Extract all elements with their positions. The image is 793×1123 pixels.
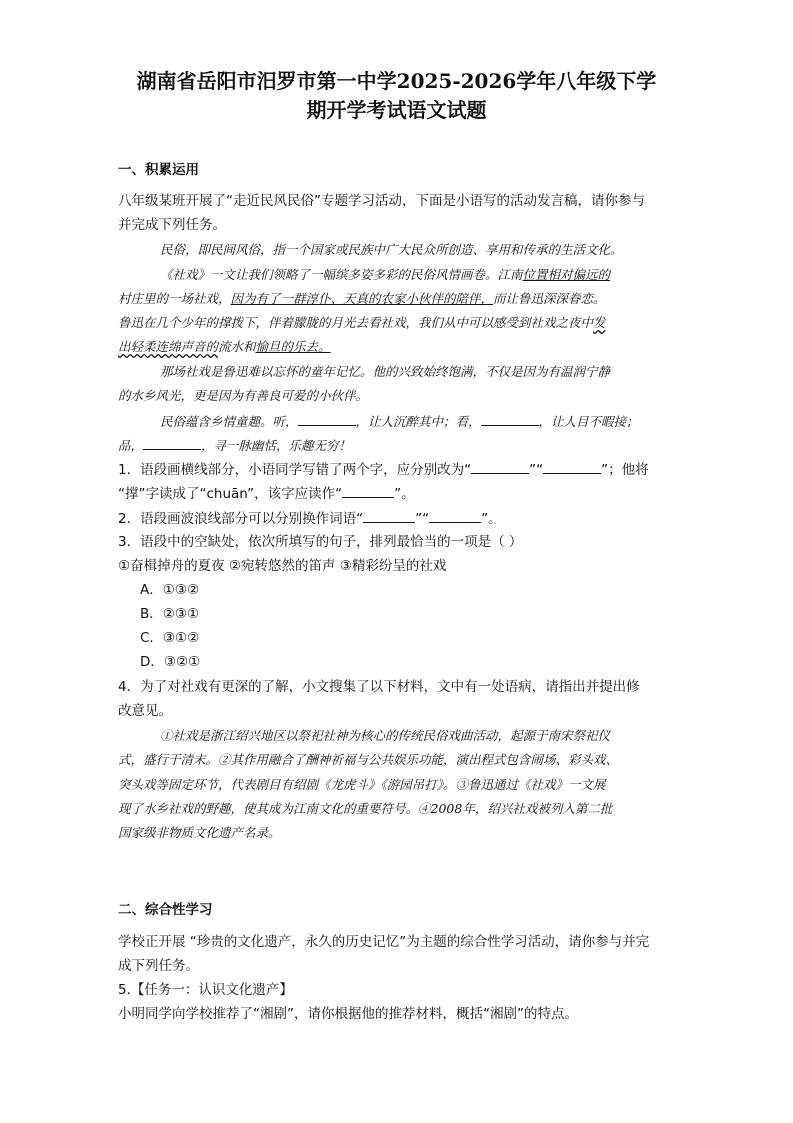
answer-blank[interactable] [342,483,394,498]
passage-text: ，让人沉醉其中；看， [355,414,481,429]
answer-blank[interactable] [363,508,415,523]
passage-line-1: 民俗，即民间风俗，指一个国家或民族中广大民众所创造、享用和传承的生活文化。 [160,242,623,257]
passage-line-9 [118,435,351,456]
question-text: ”；他将 [601,462,649,478]
question-4-line-2: 改意见。 [118,703,172,719]
passage-line-8 [160,411,639,432]
task-heading: 5.【任务一：认识文化遗产】 [118,982,293,998]
material-line-3: 突头戏等固定环节，代表剧目有绍剧《龙虎斗》《游园吊打》。③鲁迅通过《社戏》一文展 [118,777,606,792]
option-c[interactable]: C．③①② [140,630,200,646]
passage-text: 村庄里的一场社戏， [118,291,231,306]
material-line-4: 现了水乡社戏的野趣，使其成为江南文化的重要符号。④2008年，绍兴社戏被列入第二批 [118,801,613,816]
answer-blank[interactable] [471,459,529,474]
option-d[interactable]: D．③②① [140,654,201,670]
passage-line-7: 的水乡风光，更是因为有善良可爱的小伙伴。 [118,388,369,403]
exam-title-line1: 湖南省岳阳市汨罗市第一中学2025-2026学年八年级下学 [136,69,657,93]
passage-text: 民俗蕴含乡情童趣。听， [160,414,298,429]
question-1-line-1 [118,459,649,480]
answer-blank[interactable] [429,508,481,523]
question-3-items: ①奋楫掉舟的夏夜 ②宛转悠然的笛声 ③精彩纷呈的社戏 [118,558,447,574]
question-3: 3．语段中的空缺处，依次所填写的句子，排列最恰当的一项是（ ） [118,534,523,550]
underlined-text: 因为有了一群淳仆、天真的农家小伙伴的陪伴， [230,291,494,306]
intro-line-1: 八年级某班开展了“走近民风民俗”专题学习活动，下面是小语写的活动发言稿，请你参与 [118,193,645,209]
wavy-underlined-text: 发 [593,315,606,330]
passage-text: 鲁迅在几个少年的撑拨下，伴着朦胧的月光去看社戏，我们从中可以感受到社戏之夜中 [118,315,594,330]
intro-line-2: 并完成下列任务。 [118,217,226,233]
material-line-2: 式，盛行于清末。②其作用融合了酬神祈福与公共娱乐功能，演出程式包含闹场、彩头戏、 [118,752,619,767]
section-heading-2: 二、综合性学习 [118,902,213,918]
question-4-line-1: 4．为了对社戏有更深的了解，小文搜集了以下材料，文中有一处语病，请指出并提出修 [118,679,640,695]
underlined-text: 愉旦的乐去。 [255,339,331,354]
fill-blank[interactable] [143,435,201,450]
question-text: ”“ [529,462,544,478]
fill-blank[interactable] [298,411,356,426]
question-text: ”“ [415,511,430,527]
answer-blank[interactable] [543,459,601,474]
underlined-text: 位置相对偏远的 [522,267,611,282]
section-heading-1: 一、积累运用 [118,162,199,178]
passage-text: ，让人目不暇接； [538,414,639,429]
question-2 [118,508,502,529]
fill-blank[interactable] [481,411,539,426]
question-5: 小明同学向学校推荐了“湘剧”，请你根据他的推荐材料，概括“湘剧”的特点。 [118,1006,578,1022]
material-line-5: 国家级非物质文化遗产名录。 [118,825,281,840]
passage-text: 《社戏》一文让我们领略了一幅缤多姿多彩的民俗风情画卷。江南 [160,267,523,282]
option-a[interactable]: A．①③② [140,582,200,598]
question-1-line-2 [118,483,415,504]
question-text: 1．语段画横线部分，小语同学写错了两个字，应分别改为“ [118,462,472,478]
passage-text: 而让鲁迅深深眷恋。 [493,291,606,306]
question-text: ”。 [481,511,502,527]
passage-line-6: 那场社戏是鲁迅难以忘怀的童年记忆。他的兴致始终饱满，不仅是因为有温润宁静 [160,364,611,379]
passage-text: ，寻一脉幽恬，乐趣无穷！ [201,438,352,453]
question-text: “撑”字读成了“chuān”，该字应读作“ [118,486,343,502]
material-line-1: ①社戏是浙江绍兴地区以祭祀社神为核心的传统民俗戏曲活动，起源于南宋祭祀仪 [160,728,611,743]
passage-line-3 [118,289,606,309]
passage-text: 品， [118,438,144,453]
passage-line-4 [118,313,606,333]
exam-title-line2: 期开学考试语文试题 [306,98,487,122]
passage-text: 流水和 [218,339,256,354]
section2-intro-line-1: 学校正开展 “珍贵的文化遗产，永久的历史记忆”为主题的综合性学习活动，请你参与并完 [118,934,650,950]
section2-intro-line-2: 成下列任务。 [118,958,199,974]
passage-line-2 [160,265,610,285]
question-text: ”。 [394,486,415,502]
option-b[interactable]: B．②③① [140,606,200,622]
question-text: 2．语段画波浪线部分可以分别换作词语“ [118,511,364,527]
passage-line-5 [118,337,331,357]
wavy-underlined-text: 出轻柔连绵声音的 [118,339,219,354]
